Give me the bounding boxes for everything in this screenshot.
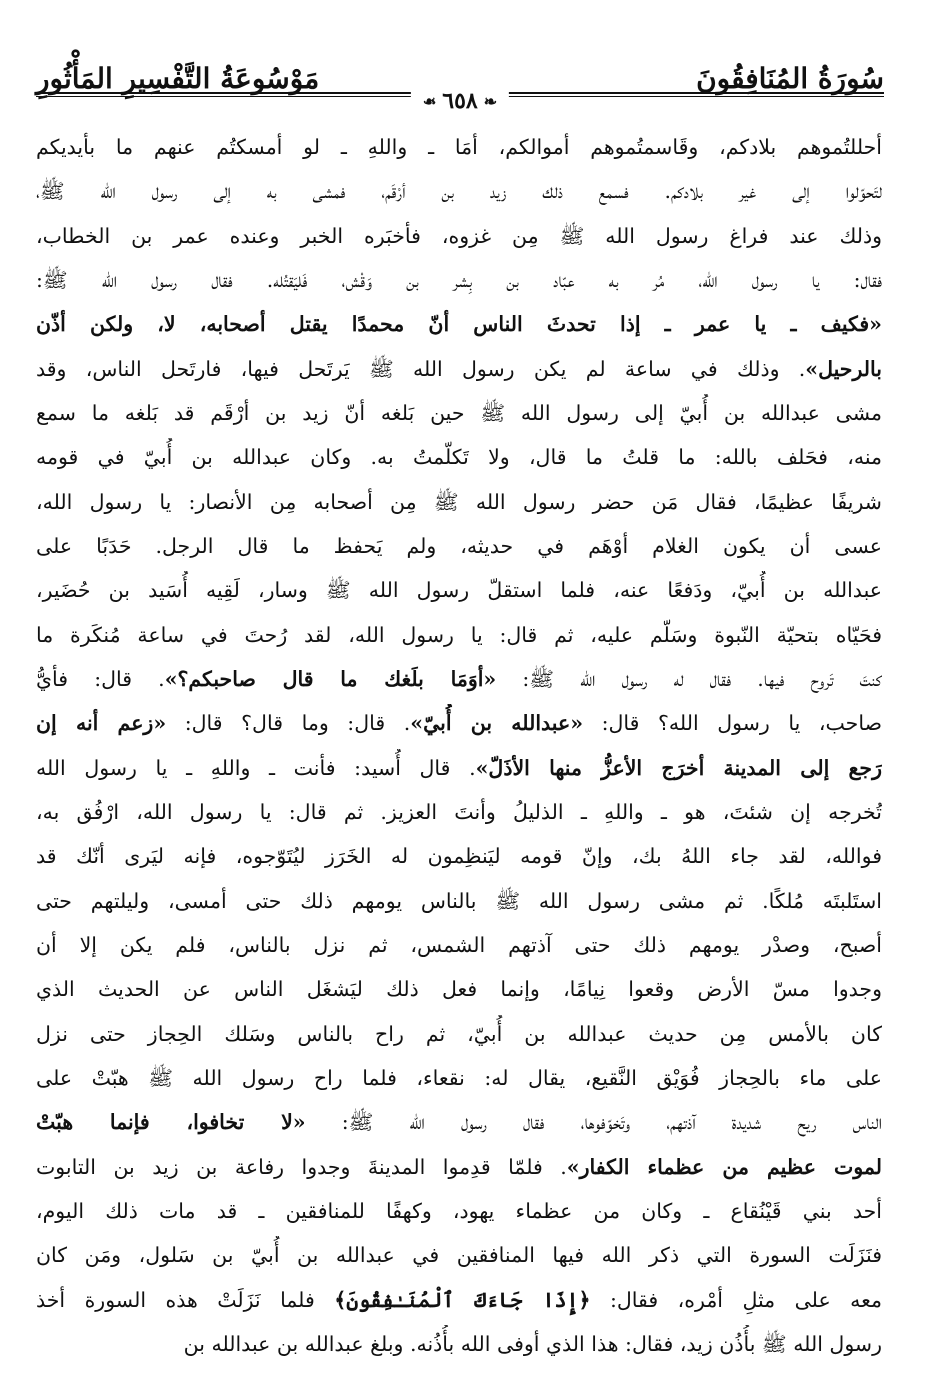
text-segment: . وذلك في ساعة لم يكن رسول الله ﷺ يَرتَحل فيها، فارتَحل الناس، وقد bbox=[36, 356, 806, 381]
text-segment: . قال أُسيد: فأنت ـ واللهِ ـ يا رسول الله bbox=[36, 755, 476, 780]
bold-text-segment: بالرحيل» bbox=[805, 356, 882, 381]
text-line bbox=[36, 305, 882, 343]
text-segment: عسى أن يكون الغلام أوْهَم في حديثه، ولم يَحفظ ما قال الرجل. حَدَبًا على bbox=[36, 533, 882, 558]
text-line bbox=[36, 1325, 882, 1363]
text-line bbox=[36, 926, 882, 964]
page-number-box bbox=[411, 88, 509, 114]
bold-text-segment: «زعم أنه إن bbox=[36, 711, 167, 736]
text-segment: . فلمّا قدِموا المدينةَ وجدوا رفاعة بن زيد بن التابوت bbox=[36, 1154, 567, 1179]
text-line bbox=[36, 1148, 882, 1186]
text-line bbox=[36, 438, 882, 476]
page-body bbox=[36, 128, 882, 1363]
bold-text-segment: رَجع إلى المدينة أخرَج الأعزُّ منها الأذَلّ» bbox=[475, 755, 882, 780]
text-line bbox=[36, 217, 882, 255]
text-line bbox=[36, 1236, 882, 1274]
text-line bbox=[36, 128, 882, 166]
text-segment: لتَحوّلوا إلى غير بلادكم. فسمع ذلك زيد بن أرْقَم، فمشى به إلى رسول الله ﷺ، bbox=[36, 179, 882, 204]
bold-text-segment: «فكيف ـ يا عمر ـ إذا تحدثَ الناس أنّ محمدًا يقتل أصحابه، لا، ولكن أذّن bbox=[36, 312, 882, 337]
text-line bbox=[36, 1103, 882, 1141]
text-line bbox=[36, 793, 882, 831]
text-line bbox=[36, 1015, 882, 1053]
text-line bbox=[36, 483, 882, 521]
page-number: ٦٥٨ bbox=[442, 88, 478, 114]
bold-text-segment: «أوَمَا بلَغك ما قال صاحبكم؟» bbox=[164, 666, 497, 691]
text-segment: مشى عبدالله بن أُبيّ إلى رسول الله ﷺ حين بَلغه أنّ زيد بن أرْقَم قد بَلغه ما سمع bbox=[36, 400, 882, 425]
bold-text-segment: ﴿إِذَا جَاءَكَ ٱلْمُنَـٰفِقُونَ﴾ bbox=[334, 1287, 591, 1312]
ornament-icon: ❧ bbox=[483, 91, 498, 111]
text-line bbox=[36, 261, 882, 299]
text-line bbox=[36, 749, 882, 787]
text-line bbox=[36, 704, 882, 742]
text-segment: معه على مثلِ أمْره، فقال: bbox=[590, 1287, 882, 1312]
page-header bbox=[36, 58, 884, 128]
text-segment: الناس ريح شديدة آذتهم، وتَخوّفوها، فقال رسول الله ﷺ: bbox=[305, 1110, 882, 1135]
text-segment: منه، فحَلف بالله: ما قلتُ ما قال، ولا تَكلّمتُ به. وكان عبدالله بن أُبيّ في قومه bbox=[36, 445, 882, 470]
text-line bbox=[36, 616, 882, 654]
text-segment: عبدالله بن أُبيّ، ودَفعًا عنه، فلما استقلّ رسول الله ﷺ وسار، لَقِيه أُسَيد بن حُضَير، bbox=[36, 578, 882, 603]
text-line bbox=[36, 571, 882, 609]
text-line bbox=[36, 970, 882, 1008]
text-line bbox=[36, 1192, 882, 1230]
text-segment: شريفًا عظيمًا، فقال مَن حضر رسول الله ﷺ مِن أصحابه مِن الأنصار: يا رسول الله، bbox=[36, 489, 882, 514]
text-line bbox=[36, 660, 882, 698]
bold-text-segment: «لا تخافوا، فإنما هبّتْ bbox=[36, 1110, 306, 1135]
text-line bbox=[36, 1281, 882, 1319]
text-segment: فقال: يا رسول الله، مُر به عبّاد بن بِشر بن وَقْش، فَليَقتُله. فقال رسول الله ﷺ: bbox=[36, 267, 882, 292]
surah-title: سُورَةُ المُنَافِقُونَ bbox=[696, 62, 884, 95]
text-segment: فحَيّاه بتحيّة النّبوة وسَلّم عليه، ثم قال: يا رسول الله، لقد رُحتَ في ساعة مُنكَرة ما bbox=[36, 622, 882, 647]
text-segment: أحد بني قَيْنُقاع ـ وكان من عظماء يهود، وكهفًا للمنافقين ـ قد مات ذلك اليوم، bbox=[36, 1198, 882, 1223]
bold-text-segment: «عبدالله بن أُبيّ» bbox=[410, 711, 584, 736]
text-line bbox=[36, 837, 882, 875]
text-segment: فلما نَزَلَتْ هذه السورة أخذ bbox=[36, 1287, 335, 1312]
text-segment: رسول الله ﷺ بأُذُن زيد، فقال: هذا الذي أوفى الله بأُذُنه. وبلغ عبدالله بن عبدالله بن bbox=[183, 1331, 882, 1356]
text-line bbox=[36, 350, 882, 388]
text-line bbox=[36, 527, 882, 565]
text-segment: أحللتُموهم بلادكم، وقَاسمتُموهم أموالكم، أمَا ـ واللهِ ـ لو أمسكتُم عنهم ما بأيديكم bbox=[36, 135, 882, 159]
text-line bbox=[36, 172, 882, 210]
book-title: مَوْسُوعَةُ التَّفْسِيرِ المَأْثُورِ bbox=[36, 62, 320, 95]
text-segment: تُخرجه إن شئتَ، هو ـ واللهِ ـ الذليلُ وأنتَ العزيز. ثم قال: يا رسول الله، ارْفُق به، bbox=[36, 799, 882, 824]
ornament-icon: ❧ bbox=[422, 91, 437, 111]
text-segment: استَلبتَه مُلكًا. ثم مشى رسول الله ﷺ بالناس يومهم ذلك حتى أمسى، وليلتهم حتى bbox=[36, 888, 882, 913]
text-segment: وجدوا مسّ الأرض وقعوا نِيامًا، وإنما فعل ذلك ليَشغَل الناس عن الحديث الذي bbox=[36, 977, 882, 1002]
text-segment: على ماء بالحِجاز فُوَيْق النَّقيع، يقال له: نقعاء، فلما راح رسول الله ﷺ هبّتْ على bbox=[36, 1065, 882, 1090]
text-segment: فنَزَلَت السورة التي ذكر الله فيها المنافقين في عبدالله بن أُبيّ بن سَلول، ومَن كان bbox=[36, 1243, 882, 1268]
text-line bbox=[36, 882, 882, 920]
text-segment: صاحب، يا رسول الله؟ قال: bbox=[583, 711, 882, 736]
text-segment: كان بالأمس مِن حديث عبدالله بن أُبيّ، ثم راح بالناس وسَلك الحِجاز حتى نزل bbox=[36, 1021, 882, 1046]
text-segment: . قال: فأيُّ bbox=[36, 666, 165, 691]
text-segment: وذلك عند فراغ رسول الله ﷺ مِن غزوه، فأخبَره الخبر وعنده عمر بن الخطاب، bbox=[36, 223, 882, 248]
bold-text-segment: لموت عظيم من عظماء الكفار» bbox=[566, 1154, 882, 1179]
text-line bbox=[36, 1059, 882, 1097]
text-line bbox=[36, 394, 882, 432]
text-segment: فوالله، لقد جاء اللهُ بك، وإنّ قومه ليَنظِمون له الخَرَز ليُتَوّجوه، فإنه ليَرى أنّك قد bbox=[36, 844, 882, 869]
text-segment: أصبح، وصدْر يومهم ذلك حتى آذتهم الشمس، ثم نزل بالناس، فلم يكن إلا أن bbox=[36, 932, 882, 957]
text-segment: كنتَ تَروح فيها. فقال له رسول الله ﷺ: bbox=[496, 666, 882, 691]
text-segment: . قال: وما قال؟ قال: bbox=[166, 711, 411, 736]
